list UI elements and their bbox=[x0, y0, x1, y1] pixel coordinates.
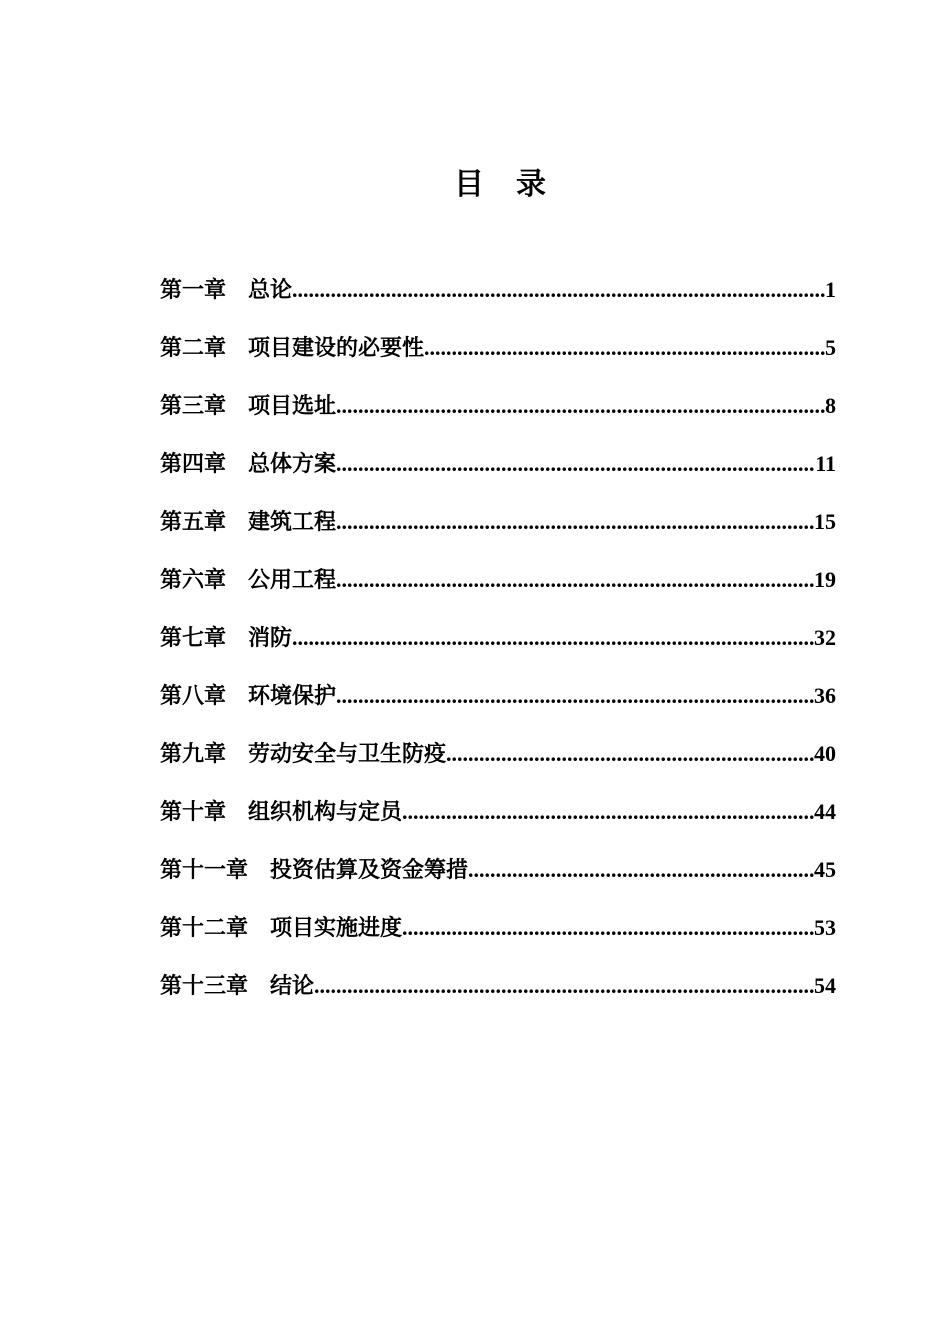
toc-dot-leader bbox=[314, 964, 814, 1008]
toc-dot-leader bbox=[336, 500, 814, 544]
toc-dot-leader bbox=[446, 732, 814, 776]
toc-page-number: 54 bbox=[814, 973, 836, 998]
toc-chapter-title: 项目选址 bbox=[248, 393, 337, 419]
toc-chapter-number: 第十章 bbox=[160, 799, 227, 825]
toc-chapter-number: 第三章 bbox=[160, 393, 227, 419]
toc-chapter-title: 公用工程 bbox=[248, 567, 337, 593]
toc-page-number: 1 bbox=[825, 277, 836, 302]
toc-dot-leader bbox=[468, 848, 814, 892]
toc-page-number: 11 bbox=[815, 451, 836, 476]
toc-chapter-title: 劳动安全与卫生防疫 bbox=[248, 741, 447, 767]
toc-entry[interactable] bbox=[160, 500, 836, 558]
toc-page-number: 8 bbox=[825, 393, 836, 418]
toc-page-number: 5 bbox=[825, 335, 836, 360]
toc-dot-leader bbox=[336, 442, 815, 486]
toc-dot-leader bbox=[424, 326, 825, 370]
toc-page-number: 45 bbox=[814, 857, 836, 882]
toc-page-number: 40 bbox=[814, 741, 836, 766]
toc-title-char: 录 bbox=[516, 167, 546, 202]
toc-chapter-title: 建筑工程 bbox=[248, 509, 337, 535]
toc-chapter-title: 组织机构与定员 bbox=[248, 799, 403, 825]
toc-chapter-number: 第二章 bbox=[160, 335, 227, 361]
toc-dot-leader bbox=[336, 674, 814, 718]
toc-list bbox=[160, 268, 836, 1022]
toc-entry[interactable] bbox=[160, 964, 836, 1022]
toc-entry[interactable] bbox=[160, 442, 836, 500]
toc-title bbox=[0, 160, 950, 210]
toc-page-number: 19 bbox=[814, 567, 836, 592]
toc-chapter-number: 第九章 bbox=[160, 741, 227, 767]
toc-dot-leader bbox=[292, 268, 825, 312]
toc-entry[interactable] bbox=[160, 616, 836, 674]
toc-entry[interactable] bbox=[160, 848, 836, 906]
toc-chapter-title: 投资估算及资金筹措 bbox=[270, 857, 469, 883]
toc-chapter-title: 结论 bbox=[270, 973, 315, 999]
toc-chapter-title: 消防 bbox=[248, 625, 293, 651]
toc-chapter-number: 第六章 bbox=[160, 567, 227, 593]
toc-page-number: 53 bbox=[814, 915, 836, 940]
toc-chapter-number: 第一章 bbox=[160, 277, 227, 303]
toc-dot-leader bbox=[402, 906, 814, 950]
toc-entry[interactable] bbox=[160, 790, 836, 848]
toc-entry[interactable] bbox=[160, 558, 836, 616]
toc-entry[interactable] bbox=[160, 384, 836, 442]
toc-chapter-title: 总体方案 bbox=[248, 451, 337, 477]
toc-entry[interactable] bbox=[160, 674, 836, 732]
toc-chapter-number: 第十二章 bbox=[160, 915, 249, 941]
toc-chapter-number: 第八章 bbox=[160, 683, 227, 709]
toc-chapter-title: 总论 bbox=[248, 277, 293, 303]
toc-chapter-number: 第十一章 bbox=[160, 857, 249, 883]
toc-chapter-title: 环境保护 bbox=[248, 683, 337, 709]
toc-entry[interactable] bbox=[160, 732, 836, 790]
toc-page-number: 32 bbox=[814, 625, 836, 650]
toc-chapter-number: 第四章 bbox=[160, 451, 227, 477]
toc-chapter-number: 第十三章 bbox=[160, 973, 249, 999]
toc-dot-leader bbox=[336, 558, 814, 602]
toc-chapter-number: 第五章 bbox=[160, 509, 227, 535]
toc-title-char: 目 bbox=[454, 167, 484, 202]
toc-chapter-title: 项目实施进度 bbox=[270, 915, 403, 941]
toc-dot-leader bbox=[292, 616, 814, 660]
toc-chapter-number: 第七章 bbox=[160, 625, 227, 651]
toc-dot-leader bbox=[336, 384, 825, 428]
toc-entry[interactable] bbox=[160, 326, 836, 384]
toc-page-number: 36 bbox=[814, 683, 836, 708]
toc-page-number: 15 bbox=[814, 509, 836, 534]
toc-chapter-title: 项目建设的必要性 bbox=[248, 335, 425, 361]
toc-page-number: 44 bbox=[814, 799, 836, 824]
toc-dot-leader bbox=[402, 790, 814, 834]
toc-entry[interactable] bbox=[160, 268, 836, 326]
toc-entry[interactable] bbox=[160, 906, 836, 964]
